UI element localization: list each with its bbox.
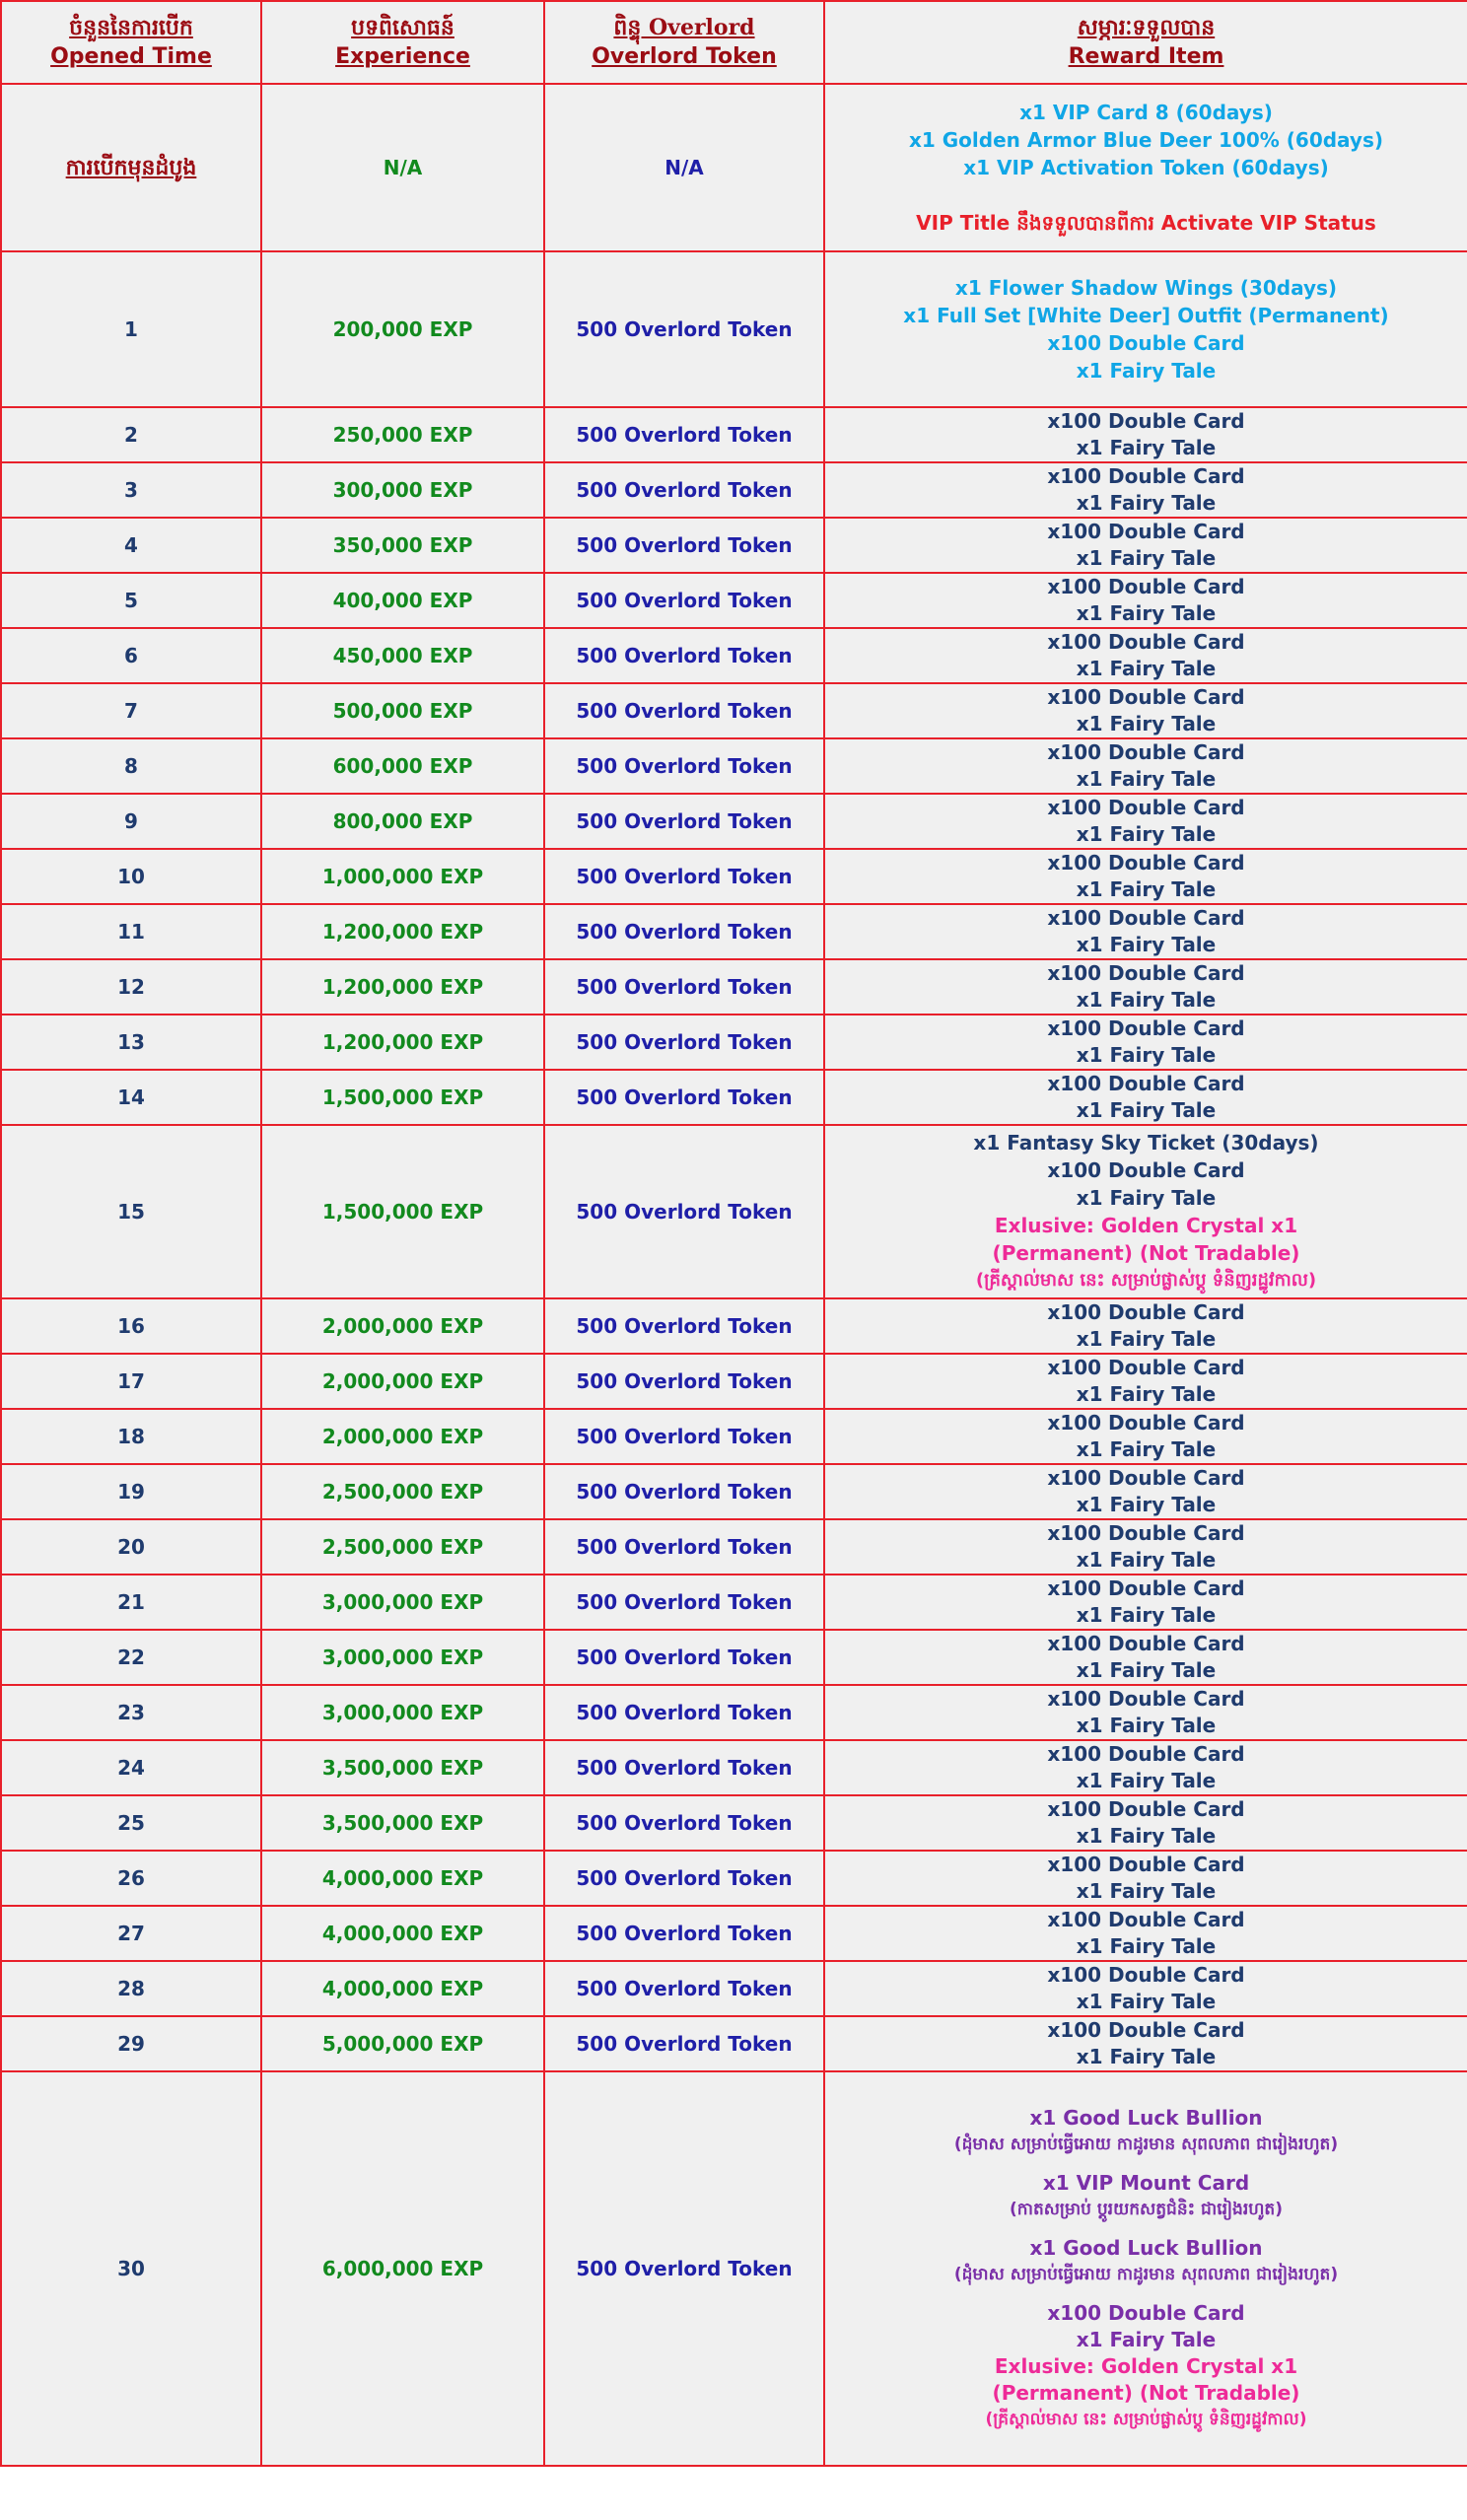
reward-line: x100 Double Card	[1047, 1908, 1245, 1931]
reward-line: x100 Double Card	[1047, 1797, 1245, 1821]
row-reward	[824, 904, 1467, 959]
row-number: 16	[1, 1298, 261, 1354]
row-number: 26	[1, 1851, 261, 1906]
row-exp: 1,200,000 EXP	[261, 904, 544, 959]
row-reward	[824, 1125, 1467, 1298]
table-row	[1, 462, 1467, 518]
row-token: 500 Overlord Token	[544, 2016, 824, 2071]
reward-line: x1 Fairy Tale	[1076, 1382, 1217, 1406]
reward-line: x1 Fairy Tale	[1076, 359, 1217, 383]
row-exp: 4,000,000 EXP	[261, 1961, 544, 2016]
reward-line: x100 Double Card	[1047, 464, 1245, 488]
row-reward	[824, 628, 1467, 683]
reward-line: x1 Fairy Tale	[1076, 1990, 1217, 2013]
header-overlord-token: ពិន្ទុ Overlord Overlord Token	[544, 1, 824, 84]
row-exp: 1,200,000 EXP	[261, 1015, 544, 1070]
row-number: 27	[1, 1906, 261, 1961]
row-number: 3	[1, 462, 261, 518]
reward-line: x1 Fairy Tale	[1076, 1658, 1217, 1682]
table-row	[1, 794, 1467, 849]
row-token: 500 Overlord Token	[544, 462, 824, 518]
reward-line: x1 Fairy Tale	[1076, 1437, 1217, 1461]
reward-line: x100 Double Card	[1047, 1411, 1245, 1435]
row-token: 500 Overlord Token	[544, 407, 824, 462]
row-exp: 2,000,000 EXP	[261, 1354, 544, 1409]
row-exp: 1,200,000 EXP	[261, 959, 544, 1015]
table-row	[1, 1906, 1467, 1961]
row-token: 500 Overlord Token	[544, 2071, 824, 2466]
row-number: 12	[1, 959, 261, 1015]
row-number: 8	[1, 738, 261, 794]
row-reward	[824, 959, 1467, 1015]
reward-line: x1 Good Luck Bullion	[1029, 2105, 1263, 2130]
row-reward	[824, 1015, 1467, 1070]
row-reward	[824, 1354, 1467, 1409]
row-exp: 4,000,000 EXP	[261, 1851, 544, 1906]
row-reward	[824, 251, 1467, 407]
row-exp: 800,000 EXP	[261, 794, 544, 849]
row-exp: 250,000 EXP	[261, 407, 544, 462]
reward-line: x1 Fairy Tale	[1076, 491, 1217, 515]
row-token: 500 Overlord Token	[544, 1519, 824, 1575]
row-exp: 350,000 EXP	[261, 518, 544, 573]
reward-line: x1 Fairy Tale	[1076, 988, 1217, 1012]
row-number: 30	[1, 2071, 261, 2466]
reward-line: x100 Double Card	[1047, 796, 1245, 819]
table-row	[1, 2071, 1467, 2466]
row-exp: 400,000 EXP	[261, 573, 544, 628]
row-exp: 2,500,000 EXP	[261, 1519, 544, 1575]
reward-line: x1 Fairy Tale	[1076, 1493, 1217, 1516]
reward-line: x100 Double Card	[1047, 1853, 1245, 1876]
header-row	[1, 1, 1467, 84]
reward-line: x100 Double Card	[1047, 851, 1245, 875]
row-token: 500 Overlord Token	[544, 738, 824, 794]
reward-line: x1 VIP Mount Card	[1042, 2170, 1250, 2195]
row-number: 5	[1, 573, 261, 628]
row-reward	[824, 2071, 1467, 2466]
table-row	[1, 1685, 1467, 1740]
row-number: 15	[1, 1125, 261, 1298]
reward-line: x1 Fairy Tale	[1076, 767, 1217, 791]
first-open-reward	[824, 84, 1467, 251]
row-reward	[824, 462, 1467, 518]
table-row	[1, 518, 1467, 573]
reward-line: x100 Double Card	[1047, 1521, 1245, 1545]
table-row	[1, 1015, 1467, 1070]
row-token: 500 Overlord Token	[544, 904, 824, 959]
table-row	[1, 407, 1467, 462]
reward-line: x1 Fairy Tale	[1076, 1824, 1217, 1848]
reward-line: x100 Double Card	[1047, 961, 1245, 985]
row-exp: 6,000,000 EXP	[261, 2071, 544, 2466]
row-reward	[824, 1298, 1467, 1354]
row-exp: 2,000,000 EXP	[261, 1298, 544, 1354]
table-row	[1, 1354, 1467, 1409]
row-reward	[824, 1851, 1467, 1906]
reward-line: x1 VIP Activation Token (60days)	[963, 156, 1329, 179]
reward-line: x1 Good Luck Bullion	[1029, 2235, 1263, 2260]
reward-line: x1 Full Set [White Deer] Outfit (Permanent)	[903, 304, 1389, 327]
reward-line: x100 Double Card	[1047, 1356, 1245, 1379]
row-number: 19	[1, 1464, 261, 1519]
table-row	[1, 573, 1467, 628]
reward-line: x100 Double Card	[1047, 1687, 1245, 1711]
row-reward	[824, 683, 1467, 738]
row-token: 500 Overlord Token	[544, 1070, 824, 1125]
row-exp: 300,000 EXP	[261, 462, 544, 518]
row-number: 22	[1, 1630, 261, 1685]
table-row	[1, 1298, 1467, 1354]
reward-line: x1 Fairy Tale	[1076, 601, 1217, 625]
table-row	[1, 1070, 1467, 1125]
reward-line: x1 Flower Shadow Wings (30days)	[954, 276, 1338, 300]
reward-line: x100 Double Card	[1047, 1742, 1245, 1766]
reward-line: x100 Double Card	[1047, 685, 1245, 709]
row-exp: 1,000,000 EXP	[261, 849, 544, 904]
row-number: 20	[1, 1519, 261, 1575]
row-token: 500 Overlord Token	[544, 1298, 824, 1354]
row-exp: 3,000,000 EXP	[261, 1630, 544, 1685]
reward-line: x1 Fairy Tale	[1076, 2045, 1217, 2068]
reward-line: x100 Double Card	[1047, 1632, 1245, 1655]
table-row	[1, 2016, 1467, 2071]
row-reward	[824, 1685, 1467, 1740]
reward-line: x1 Fairy Tale	[1076, 436, 1217, 459]
exclusive-note: (គ្រីស្តាល់មាស នេះ សម្រាប់ផ្លាស់ប្តូ ទំនិញរដ្ឋូវកាល)	[985, 2409, 1307, 2429]
reward-line: x1 Fairy Tale	[1076, 1769, 1217, 1792]
row-number: 17	[1, 1354, 261, 1409]
exclusive-note: (គ្រីស្តាល់មាស នេះ សម្រាប់ផ្លាស់ប្តូ ទំនិញរដ្ឋូវកាល)	[975, 1270, 1317, 1291]
reward-line: x100 Double Card	[1047, 331, 1245, 355]
row-token: 500 Overlord Token	[544, 251, 824, 407]
row-reward	[824, 573, 1467, 628]
row-token: 500 Overlord Token	[544, 573, 824, 628]
table-row	[1, 959, 1467, 1015]
reward-line: x100 Double Card	[1047, 740, 1245, 764]
row-token: 500 Overlord Token	[544, 628, 824, 683]
reward-line: x1 Fairy Tale	[1076, 1098, 1217, 1122]
row-exp: 4,000,000 EXP	[261, 1906, 544, 1961]
exclusive-line: Exlusive: Golden Crystal x1	[994, 2353, 1298, 2378]
row-reward	[824, 1575, 1467, 1630]
table-row	[1, 1740, 1467, 1795]
reward-line: x1 Fairy Tale	[1076, 1327, 1217, 1351]
row-number: 14	[1, 1070, 261, 1125]
row-exp: 3,500,000 EXP	[261, 1795, 544, 1851]
row-token: 500 Overlord Token	[544, 1125, 824, 1298]
row-reward	[824, 407, 1467, 462]
row-reward	[824, 1961, 1467, 2016]
reward-line: x100 Double Card	[1047, 2300, 1245, 2325]
row-reward	[824, 738, 1467, 794]
reward-line: x100 Double Card	[1047, 409, 1245, 433]
row-number: 9	[1, 794, 261, 849]
header-reward-item: សម្ភារៈទទួលបាន Reward Item	[824, 1, 1467, 84]
row-token: 500 Overlord Token	[544, 1354, 824, 1409]
reward-line: x100 Double Card	[1047, 630, 1245, 654]
exclusive-line: (Permanent) (Not Tradable)	[992, 1241, 1300, 1265]
row-number: 18	[1, 1409, 261, 1464]
row-number: 11	[1, 904, 261, 959]
row-number: 24	[1, 1740, 261, 1795]
table-row	[1, 1795, 1467, 1851]
row-exp: 3,500,000 EXP	[261, 1740, 544, 1795]
header-experience: បទពិសោធន៍ Experience	[261, 1, 544, 84]
reward-line: x100 Double Card	[1047, 575, 1245, 598]
row-number: 1	[1, 251, 261, 407]
row-token: 500 Overlord Token	[544, 1685, 824, 1740]
row-reward	[824, 1740, 1467, 1795]
table-row	[1, 1961, 1467, 2016]
row-token: 500 Overlord Token	[544, 1961, 824, 2016]
row-reward	[824, 1409, 1467, 1464]
reward-line: x100 Double Card	[1047, 906, 1245, 930]
row-token: 500 Overlord Token	[544, 849, 824, 904]
row-number: 7	[1, 683, 261, 738]
row-token: 500 Overlord Token	[544, 1464, 824, 1519]
row-number: 10	[1, 849, 261, 904]
reward-line: x1 Fairy Tale	[1076, 933, 1217, 956]
reward-desc: (ដុំមាស សម្រាប់ធ្វើអោយ កាដូរមាន សុពលភាព ជារៀងរហូត)	[953, 2134, 1339, 2154]
row-reward	[824, 1519, 1467, 1575]
row-reward	[824, 1464, 1467, 1519]
row-number: 6	[1, 628, 261, 683]
row-number: 2	[1, 407, 261, 462]
row-number: 23	[1, 1685, 261, 1740]
reward-line: x1 Fairy Tale	[1076, 1714, 1217, 1737]
table-row	[1, 1409, 1467, 1464]
row-token: 500 Overlord Token	[544, 1906, 824, 1961]
first-open-row	[1, 84, 1467, 251]
row-reward	[824, 794, 1467, 849]
table-row	[1, 1630, 1467, 1685]
row-exp: 2,000,000 EXP	[261, 1409, 544, 1464]
vip-title-note: VIP Title នឹងទទួលបានពីការ Activate VIP Status	[916, 211, 1376, 235]
table-row	[1, 628, 1467, 683]
table-row	[1, 1851, 1467, 1906]
reward-line: x1 Fairy Tale	[1076, 2327, 1217, 2351]
exclusive-line: Exlusive: Golden Crystal x1	[994, 1214, 1298, 1237]
row-number: 29	[1, 2016, 261, 2071]
row-exp: 1,500,000 EXP	[261, 1070, 544, 1125]
reward-line: x100 Double Card	[1047, 1158, 1245, 1182]
row-token: 500 Overlord Token	[544, 518, 824, 573]
row-token: 500 Overlord Token	[544, 1740, 824, 1795]
row-reward	[824, 1630, 1467, 1685]
row-reward	[824, 2016, 1467, 2071]
row-token: 500 Overlord Token	[544, 1409, 824, 1464]
row-token: 500 Overlord Token	[544, 959, 824, 1015]
row-reward	[824, 1906, 1467, 1961]
row-token: 500 Overlord Token	[544, 794, 824, 849]
table-row	[1, 904, 1467, 959]
header-opened-time: ចំនួននៃការបើក Opened Time	[1, 1, 261, 84]
reward-line: x1 Fantasy Sky Ticket (30days)	[973, 1131, 1319, 1155]
row-reward	[824, 1070, 1467, 1125]
reward-line: x100 Double Card	[1047, 1963, 1245, 1987]
row-exp: 3,000,000 EXP	[261, 1685, 544, 1740]
row-token: 500 Overlord Token	[544, 1851, 824, 1906]
reward-line: x100 Double Card	[1047, 1576, 1245, 1600]
row-exp: 5,000,000 EXP	[261, 2016, 544, 2071]
reward-line: x1 Fairy Tale	[1076, 877, 1217, 901]
reward-line: x1 Fairy Tale	[1076, 1879, 1217, 1903]
row-exp: 2,500,000 EXP	[261, 1464, 544, 1519]
row-number: 4	[1, 518, 261, 573]
table-row	[1, 683, 1467, 738]
table-row	[1, 738, 1467, 794]
reward-line: x1 Fairy Tale	[1076, 1043, 1217, 1067]
reward-desc: (ដុំមាស សម្រាប់ធ្វើអោយ កាដូរមាន សុពលភាព ជារៀងរហូត)	[953, 2264, 1339, 2284]
reward-line: x100 Double Card	[1047, 2018, 1245, 2042]
row-exp: 450,000 EXP	[261, 628, 544, 683]
reward-line: x1 Fairy Tale	[1076, 1548, 1217, 1572]
table-row	[1, 1125, 1467, 1298]
reward-line: x1 VIP Card 8 (60days)	[1019, 101, 1273, 124]
reward-line: x100 Double Card	[1047, 1016, 1245, 1040]
row-exp: 200,000 EXP	[261, 251, 544, 407]
row-exp: 600,000 EXP	[261, 738, 544, 794]
reward-line: x100 Double Card	[1047, 1072, 1245, 1095]
row-token: 500 Overlord Token	[544, 1630, 824, 1685]
first-open-token: N/A	[544, 84, 824, 251]
row-token: 500 Overlord Token	[544, 1575, 824, 1630]
reward-line: x100 Double Card	[1047, 1300, 1245, 1324]
reward-line: x100 Double Card	[1047, 520, 1245, 543]
row-token: 500 Overlord Token	[544, 1015, 824, 1070]
table-row	[1, 1464, 1467, 1519]
row-reward	[824, 1795, 1467, 1851]
row-exp: 3,000,000 EXP	[261, 1575, 544, 1630]
row-reward	[824, 518, 1467, 573]
reward-line: x1 Fairy Tale	[1076, 1186, 1217, 1210]
exclusive-line: (Permanent) (Not Tradable)	[992, 2380, 1300, 2405]
table-row	[1, 1519, 1467, 1575]
first-open-label: ការបើកមុនដំបូង	[1, 84, 261, 251]
reward-line: x1 Fairy Tale	[1076, 1934, 1217, 1958]
row-exp: 500,000 EXP	[261, 683, 544, 738]
reward-line: x1 Fairy Tale	[1076, 546, 1217, 570]
reward-line: x1 Golden Armor Blue Deer 100% (60days)	[908, 128, 1384, 152]
row-token: 500 Overlord Token	[544, 1795, 824, 1851]
row-reward	[824, 849, 1467, 904]
table-row	[1, 1575, 1467, 1630]
reward-line: x1 Fairy Tale	[1076, 1603, 1217, 1627]
row-exp: 1,500,000 EXP	[261, 1125, 544, 1298]
row-number: 13	[1, 1015, 261, 1070]
reward-line: x1 Fairy Tale	[1076, 712, 1217, 735]
table-row	[1, 849, 1467, 904]
reward-line: x1 Fairy Tale	[1076, 657, 1217, 680]
row-number: 25	[1, 1795, 261, 1851]
first-open-exp: N/A	[261, 84, 544, 251]
row-number: 21	[1, 1575, 261, 1630]
table-row	[1, 251, 1467, 407]
reward-desc: (កាតសម្រាប់ ប្តូរយកសត្វជំនិះ ជារៀងរហូត)	[1010, 2199, 1283, 2219]
row-number: 28	[1, 1961, 261, 2016]
reward-line: x100 Double Card	[1047, 1466, 1245, 1490]
reward-line: x1 Fairy Tale	[1076, 822, 1217, 846]
row-token: 500 Overlord Token	[544, 683, 824, 738]
